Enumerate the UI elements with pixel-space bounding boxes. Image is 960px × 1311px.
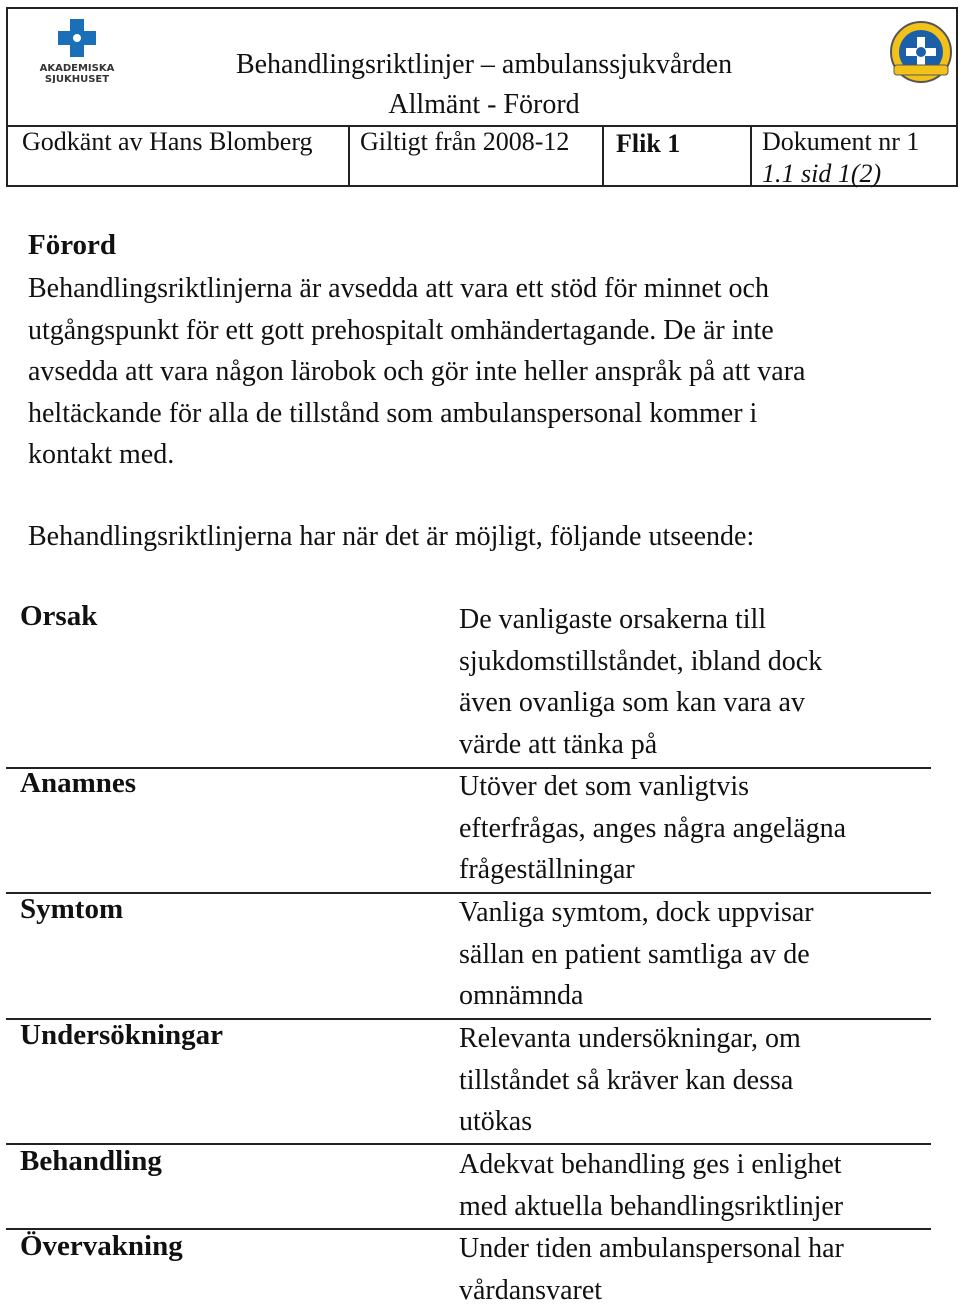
logo-text-line1: AKADEMISKA bbox=[40, 63, 115, 74]
description-line: Under tiden ambulanspersonal har bbox=[459, 1228, 929, 1270]
description-line: De vanligaste orsakerna till bbox=[459, 599, 929, 641]
description-line: tillståndet så kräver kan dessa bbox=[459, 1060, 929, 1102]
page-number: 1.1 sid 1(2) bbox=[762, 159, 881, 189]
description-line: Relevanta undersökningar, om bbox=[459, 1018, 929, 1060]
description-line: efterfrågas, anges några angelägna bbox=[459, 808, 929, 850]
paragraph-line: utgångspunkt för ett gott prehospitalt omhändertagande. De är inte bbox=[28, 310, 928, 352]
description-line: sjukdomstillståndet, ibland dock bbox=[459, 641, 929, 683]
section-heading: Förord bbox=[28, 229, 116, 262]
paragraph-line: kontakt med. bbox=[28, 434, 928, 476]
valid-from: Giltigt från 2008-12 bbox=[360, 127, 569, 157]
description-line: även ovanliga som kan vara av bbox=[459, 682, 929, 724]
paragraph-line: Behandlingsriktlinjerna är avsedda att vara ett stöd för minnet och bbox=[28, 268, 928, 310]
header-column-divider bbox=[348, 125, 350, 185]
row-label-symtom: Symtom bbox=[20, 893, 123, 926]
description-line: sällan en patient samtliga av de bbox=[459, 934, 929, 976]
row-description bbox=[459, 1144, 929, 1227]
document-title: Behandlingsriktlinjer – ambulanssjukvården bbox=[8, 49, 960, 81]
row-description bbox=[459, 1228, 929, 1311]
description-line: Adekvat behandling ges i enlighet bbox=[459, 1144, 929, 1186]
document-header bbox=[6, 7, 958, 187]
description-line: Utöver det som vanligtvis bbox=[459, 766, 929, 808]
description-line: frågeställningar bbox=[459, 849, 929, 891]
ambulance-emblem-logo bbox=[888, 19, 954, 85]
paragraph-line: avsedda att vara någon lärobok och gör inte heller anspråk på att vara bbox=[28, 351, 928, 393]
header-column-divider bbox=[602, 125, 604, 185]
description-line: med aktuella behandlingsriktlinjer bbox=[459, 1186, 929, 1228]
description-line: värde att tänka på bbox=[459, 724, 929, 766]
row-description bbox=[459, 892, 929, 1017]
row-description bbox=[459, 599, 929, 765]
document-section: Allmänt - Förord bbox=[8, 89, 960, 121]
document-number: Dokument nr 1 bbox=[762, 127, 919, 157]
intro-paragraph bbox=[28, 268, 928, 476]
description-line: Vanliga symtom, dock uppvisar bbox=[459, 892, 929, 934]
row-label-undersokningar: Undersökningar bbox=[20, 1019, 223, 1052]
header-column-divider bbox=[750, 125, 752, 185]
row-label-orsak: Orsak bbox=[20, 600, 97, 633]
row-label-anamnes: Anamnes bbox=[20, 767, 136, 800]
logo-text-line2: SJUKHUSET bbox=[45, 74, 109, 83]
description-line: utökas bbox=[459, 1101, 929, 1143]
structure-intro: Behandlingsriktlinjerna har när det är möjligt, följande utseende: bbox=[28, 516, 928, 558]
description-line: vårdansvaret bbox=[459, 1270, 929, 1311]
row-description bbox=[459, 1018, 929, 1143]
description-line: omnämnda bbox=[459, 975, 929, 1017]
paragraph-line: heltäckande för alla de tillstånd som ambulanspersonal kommer i bbox=[28, 393, 928, 435]
row-description bbox=[459, 766, 929, 891]
tab-number: Flik 1 bbox=[616, 129, 680, 159]
row-label-behandling: Behandling bbox=[20, 1145, 162, 1178]
approved-by: Godkänt av Hans Blomberg bbox=[22, 127, 313, 157]
row-label-overvakning: Övervakning bbox=[20, 1230, 183, 1263]
